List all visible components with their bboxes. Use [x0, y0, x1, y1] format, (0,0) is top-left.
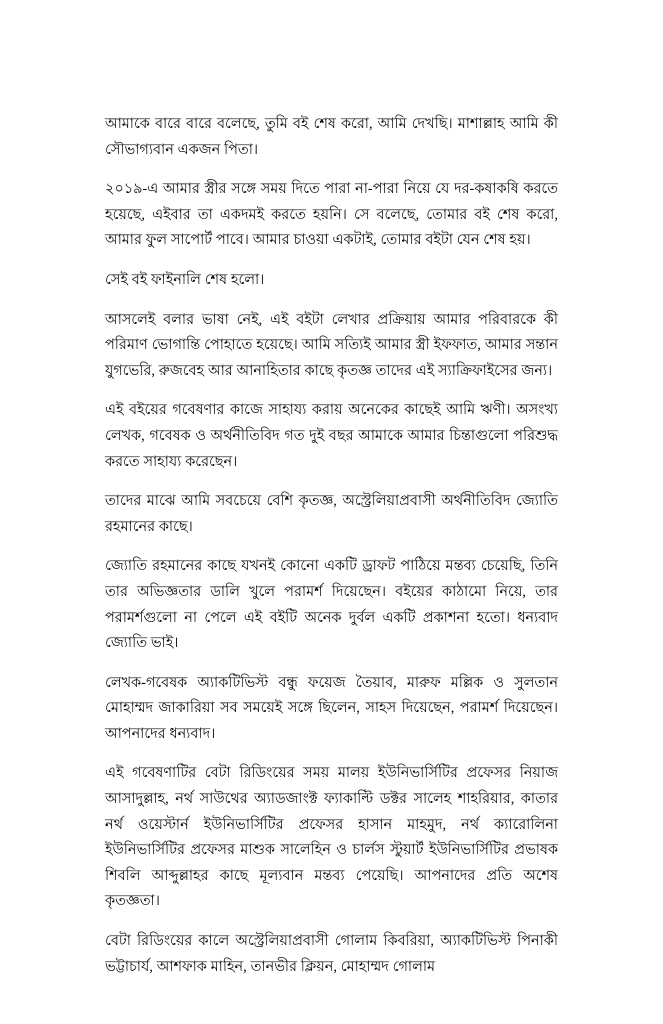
paragraph: আমাকে বারে বারে বলেছে, তুমি বই শেষ করো, আমি দেখছি। মাশাল্লাহ আমি কী সৌভাগ্যবান একজন পিতা। [105, 116, 558, 158]
paragraph: ২০১৯-এ আমার স্ত্রীর সঙ্গে সময় দিতে পারা না-পারা নিয়ে যে দর-কষাকষি করতে হয়েছে, এইবার তা একদমই করতে হয়নি। সে বলেছে, তোমার বই শেষ করো, আমার ফুল সাপোর্ট পাবে। আমার চাওয়া একটাই, তোমার বইটা যেন শেষ হয়। [105, 181, 558, 249]
paragraph: তাদের মাঝে আমি সবচেয়ে বেশি কৃতজ্ঞ, অস্ট্রেলিয়াপ্রবাসী অর্থনীতিবিদ জ্যোতি রহমানের কাছে। [105, 493, 558, 535]
paragraph: এই গবেষণাটির বেটা রিডিংয়ের সময় মালয় ইউনিভার্সিটির প্রফেসর নিয়াজ আসাদুল্লাহ, নর্থ সাউথের অ্যাডজাংক্ট ফ্যাকাল্টি ডক্টর সালেহ শাহরিয়ার, কাতার নর্থ ওয়েস্টার্ন ইউনিভার্সিটির প্রফেসর হাসান মাহমুদ, নর্থ ক্যারোলিনা ইউনিভার্সিটির প্রফেসর মাশুক সালেহিন ও চার্লস স্টুয়ার্ট ইউনিভার্সিটির প্রভাষক শিবলি আব্দুল্লাহর কাছে মূল্যবান মন্তব্য পেয়েছি। আপনাদের প্রতি অশেষ কৃতজ্ঞতা। [105, 765, 558, 910]
paragraph: সেই বই ফাইনালি শেষ হলো। [105, 271, 265, 288]
paragraph: লেখক-গবেষক অ্যাকটিভিস্ট বন্ধু ফয়েজ তৈয়াব, মারুফ মল্লিক ও সুলতান মোহাম্মদ জাকারিয়া সব সময়েই সঙ্গে ছিলেন, সাহস দিয়েছেন, পরামর্শ দিয়েছেন। আপনাদের ধন্যবাদ। [105, 674, 558, 742]
page-text-block [105, 112, 558, 980]
paragraph: বেটা রিডিংয়ের কালে অস্ট্রেলিয়াপ্রবাসী গোলাম কিবরিয়া, অ্যাকটিভিস্ট পিনাকী ভট্টাচার্য, আশফাক মাহিন, তানভীর ক্লিয়ন, মোহাম্মদ গোলাম [105, 933, 558, 975]
paragraph: জ্যোতি রহমানের কাছে যখনই কোনো একটি ড্রাফট পাঠিয়ে মন্তব্য চেয়েছি, তিনি তার অভিজ্ঞতার ডালি খুলে পরামর্শ দিয়েছেন। বইয়ের কাঠামো নিয়ে, তার পরামর্শগুলো না পেলে এই বইটি অনেক দুর্বল একটি প্রকাশনা হতো। ধন্যবাদ জ্যোতি ভাই। [105, 558, 558, 652]
paragraph: এই বইয়ের গবেষণার কাজে সাহায্য করায় অনেকের কাছেই আমি ঋণী। অসংখ্য লেখক, গবেষক ও অর্থনীতিবিদ গত দুই বছর আমাকে আমার চিন্তাগুলো পরিশুদ্ধ করতে সাহায্য করেছেন। [105, 402, 558, 470]
paragraph: আসলেই বলার ভাষা নেই, এই বইটা লেখার প্রক্রিয়ায় আমার পরিবারকে কী পরিমাণ ভোগান্তি পোহাতে হয়েছে। আমি সত্যিই আমার স্ত্রী ইফফাত, আমার সন্তান যুগভেরি, রুজবেহ আর আনাহিতার কাছে কৃতজ্ঞ তাদের এই স্যাক্রিফাইসের জন্য। [105, 311, 558, 379]
